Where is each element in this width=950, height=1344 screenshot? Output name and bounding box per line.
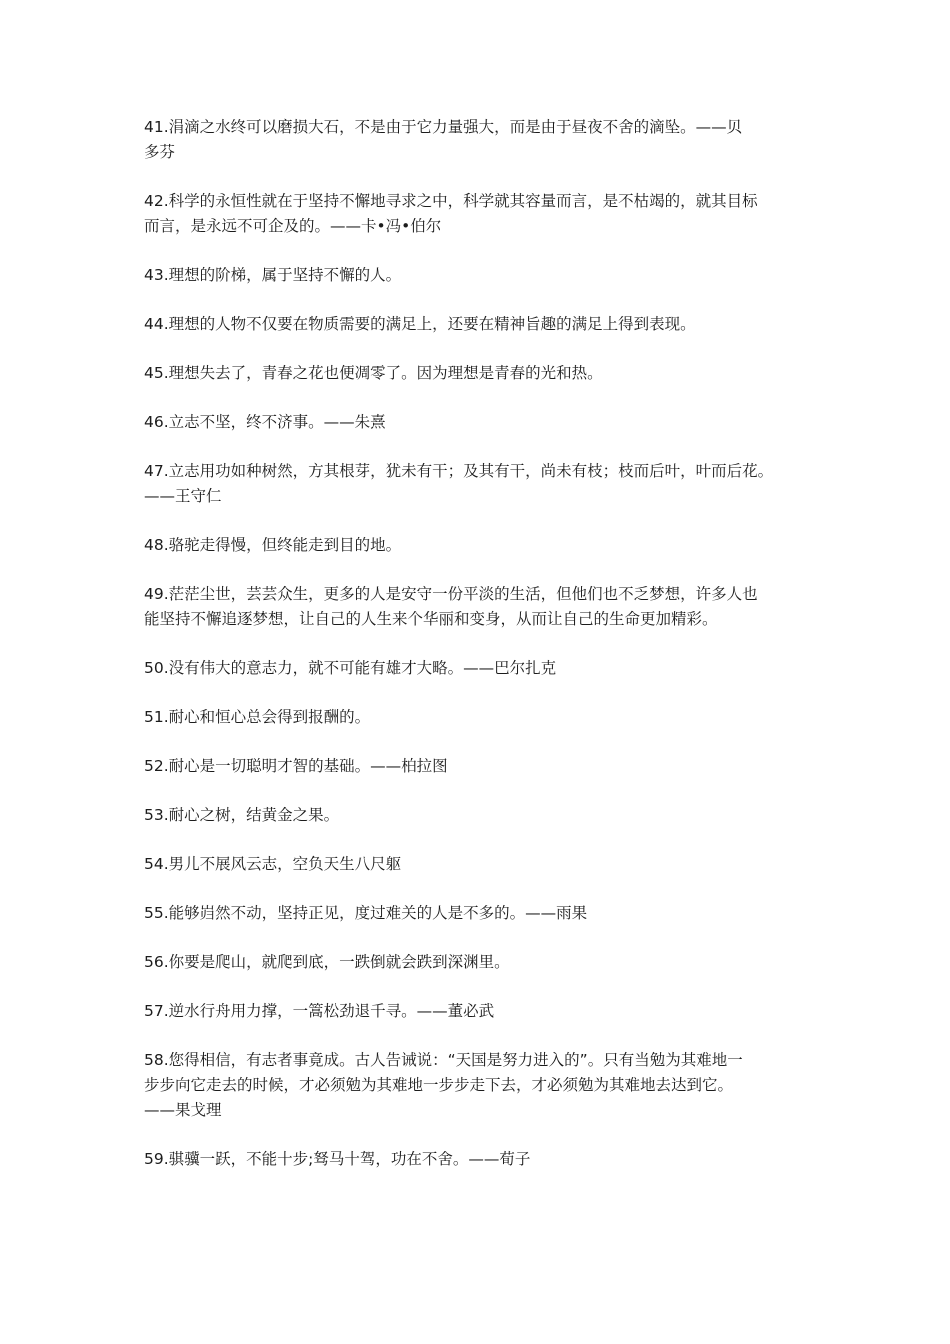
quote-52: 52.耐心是一切聪明才智的基础。——柏拉图 <box>144 757 448 775</box>
quote-list <box>144 115 820 1196</box>
quote-53: 53.耐心之树，结黄金之果。 <box>144 806 340 824</box>
quote-41: 41.涓滴之水终可以磨损大石，不是由于它力量强大，而是由于昼夜不舍的滴坠。——贝 多芬 <box>144 118 743 161</box>
quote-43: 43.理想的阶梯，属于坚持不懈的人。 <box>144 266 402 284</box>
quote-50: 50.没有伟大的意志力，就不可能有雄才大略。——巴尔扎克 <box>144 659 557 677</box>
quote-45: 45.理想失去了，青春之花也便凋零了。因为理想是青春的光和热。 <box>144 364 603 382</box>
quote-56: 56.你要是爬山，就爬到底，一跌倒就会跌到深渊里。 <box>144 953 510 971</box>
quote-59: 59.骐骥一跃，不能十步;驽马十驾，功在不舍。——荀子 <box>144 1150 531 1168</box>
quote-57: 57.逆水行舟用力撑，一篙松劲退千寻。——董必武 <box>144 1002 495 1020</box>
quote-46: 46.立志不坚，终不济事。——朱熹 <box>144 413 386 431</box>
quote-48: 48.骆驼走得慢，但终能走到目的地。 <box>144 536 402 554</box>
quote-42: 42.科学的永恒性就在于坚持不懈地寻求之中，科学就其容量而言，是不枯竭的，就其目标 而言，是永远不可企及的。——卡•冯•伯尔 <box>144 192 758 235</box>
quote-55: 55.能够岿然不动，坚持正见，度过难关的人是不多的。——雨果 <box>144 904 588 922</box>
quote-58: 58.您得相信，有志者事竟成。古人告诫说：“天国是努力进入的”。只有当勉为其难地一 步步向它走去的时候，才必须勉为其难地一步步走下去，才必须勉为其难地去达到它。 ——果戈理 <box>144 1051 743 1119</box>
quote-47: 47.立志用功如种树然，方其根芽，犹未有干；及其有干，尚未有枝；枝而后叶，叶而后花。 ——王守仁 <box>144 462 774 505</box>
quote-44: 44.理想的人物不仅要在物质需要的满足上，还要在精神旨趣的满足上得到表现。 <box>144 315 696 333</box>
quote-51: 51.耐心和恒心总会得到报酬的。 <box>144 708 371 726</box>
quote-54: 54.男儿不展风云志，空负天生八尺躯 <box>144 855 402 873</box>
quote-49: 49.茫茫尘世，芸芸众生，更多的人是安守一份平淡的生活，但他们也不乏梦想，许多人也 能坚持不懈追逐梦想，让自己的人生来个华丽和变身，从而让自己的生命更加精彩。 <box>144 585 758 628</box>
